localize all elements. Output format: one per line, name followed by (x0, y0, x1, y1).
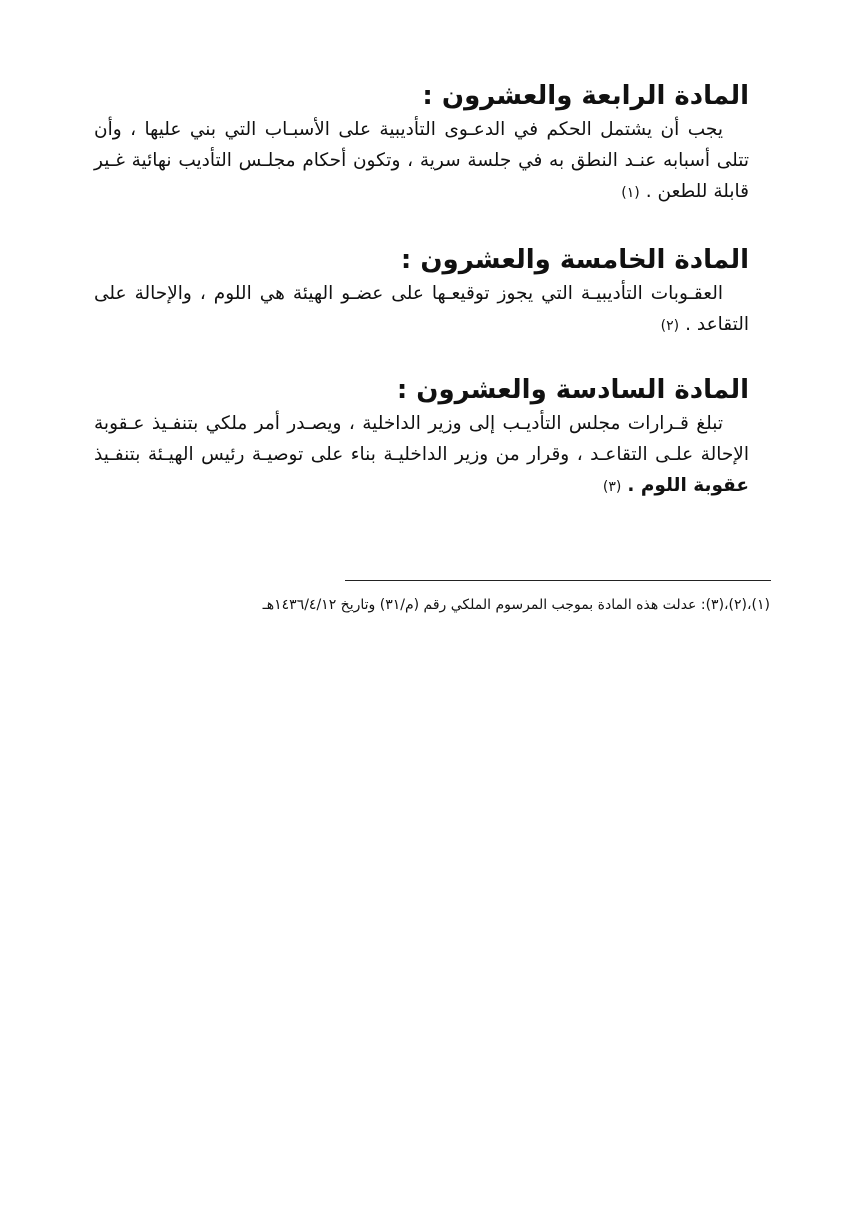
article-25-footnote-ref: (٢) (660, 318, 680, 334)
article-25-heading: المادة الخامسة والعشرون : (400, 245, 749, 275)
article-26-heading: المادة السادسة والعشرون : (396, 375, 749, 405)
article-26-footnote-ref: (٣) (602, 479, 622, 495)
article-26 (94, 372, 749, 503)
article-26-body (94, 408, 749, 503)
article-25-text: العقـوبات التأديبيـة التي يجوز توقيعـها على عضـو الهيئة هي اللوم ، والإحالة على التقاعد . (94, 283, 749, 335)
article-26-bold-tail: عقوبة اللوم . (627, 475, 749, 496)
footnote: (١)،(٢)،(٣): عدلت هذه المادة بموجب المرسوم الملكي رقم (م/٣١) وتاريخ ١٤٣٦/٤/١٢هـ (262, 597, 770, 613)
article-24-heading: المادة الرابعة والعشرون : (422, 81, 749, 111)
article-24 (94, 78, 749, 209)
article-24-body (94, 114, 749, 209)
article-24-text: يجب أن يشتمل الحكم في الدعـوى التأديبية على الأسبـاب التي بني عليها ، وأن تتلى أسبابه عنـد النطق به في جلسة سرية ، وتكون أحكام مجلـس التأديب نهائية غـير قابلة للطعن . (94, 119, 749, 202)
article-26-text: تبلغ قـرارات مجلس التأديـب إلى وزير الداخلية ، ويصـدر أمر ملكي بتنفـيذ عـقوبة الإحالة علـى التقاعـد ، وقرار من وزير الداخليـة بناء على توصيـة رئيس الهيـئة بتنفـيذ (94, 413, 749, 465)
article-25 (94, 242, 749, 342)
article-25-body (94, 278, 749, 342)
footnote-separator (345, 580, 771, 581)
article-24-footnote-ref: (١) (621, 185, 640, 201)
